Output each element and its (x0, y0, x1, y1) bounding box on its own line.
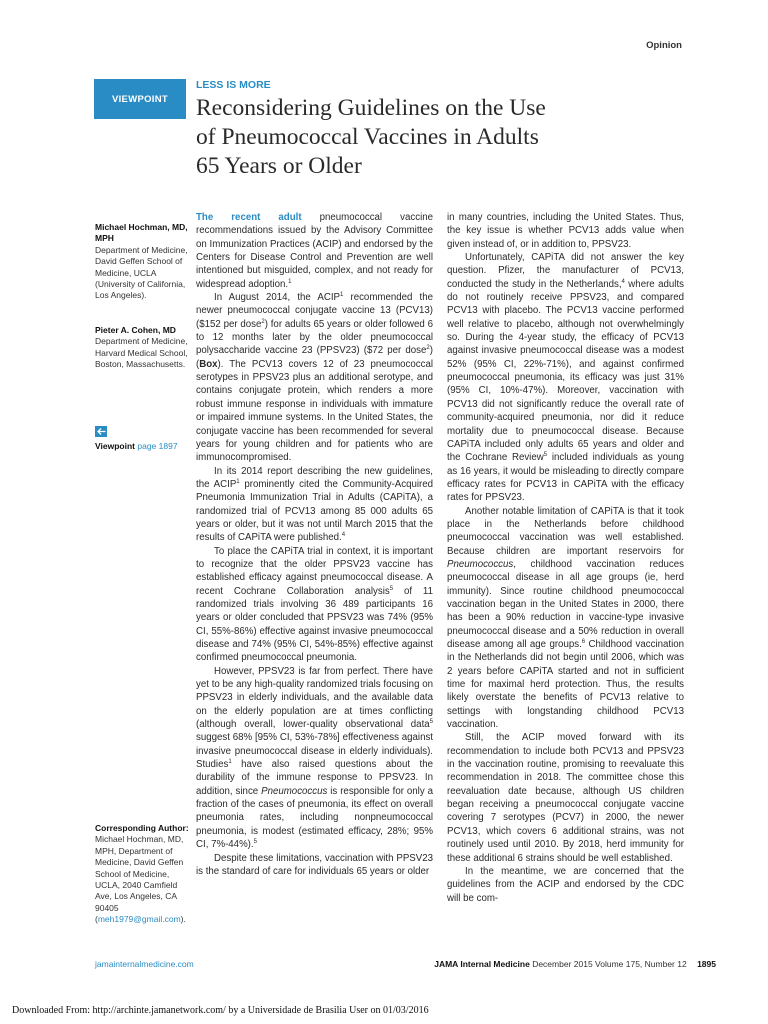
kicker-label: LESS IS MORE (196, 79, 271, 91)
author-name: Pieter A. Cohen, MD (95, 325, 176, 335)
author-name: Michael Hochman, MD, MPH (95, 222, 188, 244)
paragraph: In its 2014 report describing the new guidelines, the ACIP$^1$ prominently cited the Community-Acquired Pneumonia Immunization Trial in Adults (CAPiTA), a randomized trial of PCV13 among 85 000 adults 65 years or older, but it was not until March 2015 that the results of CAPiTA were published.$^4$ (196, 465, 434, 544)
arrow-left-icon (95, 426, 107, 437)
page-number: 1895 (697, 959, 716, 969)
paragraph: The recent adult pneumococcal vaccine recommendations issued by the Advisory Committee on Immunization Practices (ACIP) and endorsed by the Centers for Disease Control and Prevention are well intentioned but misguided, complex, and not ready for widespread adoption.$^1$ (196, 212, 433, 290)
article-title (196, 94, 646, 181)
viewpoint-tag: VIEWPOINT (94, 79, 186, 119)
author-affiliation: Department of Medicine, David Geffen School of Medicine, UCLA (University of California, Los Angeles). (95, 244, 188, 301)
paragraph: To place the CAPiTA trial in context, it is important to recognize that the older PPSV23 vaccine has established efficacy against pneumococcal disease. A recent Cochrane Collaboration analysis$^5$ of 11 randomized trials involving 36 489 participants 16 years or older concluded that PPSV23 was 74% (95% CI, 55%-86%) effective against invasive pneumococcal disease and 74% (95% CI, 54%-85%) effective against confirmed pneumococcal pneumonia. (196, 545, 433, 664)
corresponding-text: Michael Hochman, MD, MPH, Department of Medicine, David Geffen School of Medicine, UCLA, 2040 Camfield Ave, Los Angeles, CA 90405 ( (95, 834, 184, 925)
paragraph: Unfortunately, CAPiTA did not answer the key question. Pfizer, the manufacturer of PCV13, conducted the study in the Netherlands,$^4$ where adults do not routinely receive PPSV23, and compared PCV13 with placebo. The PCV13 vaccine performed well relative to placebo, although not overwhelmingly so. During the 4-year study, the efficacy of PCV13 against invasive pneumococcal disease was a modest 52% (95% CI, 22%-71%), and against confirmed pneumococcal pneumonia, its efficacy was just 31% (95% CI, 10%-47%). Moreover, vaccination with PCV13 did not significantly reduce the overall rate of community-acquired pneumonia, nor did it reduce mortality due to pneumococcal disease. Because CAPiTA included only adults 65 years and older and the Cochrane Review$^5$ included individuals as young as 16 years, it would be misleading to directly compare efficacy rates for PCV13 in CAPiTA with the efficacy rates for PPSV23. (447, 252, 685, 504)
lead-in: The recent adult (196, 212, 302, 223)
body-column-2 (447, 211, 684, 905)
title-line-3: 65 Years or Older (196, 153, 362, 179)
paragraph: Another notable limitation of CAPiTA is that it took place in the Netherlands before childhood pneumococcal vaccination was well established. Because children are important reservoirs for Pneumococcus, childhood vaccination reduces pneumococcal disease in all age groups (ie, herd immunity). Since routine childhood pneumococcal vaccination began in the United States in 2000, there has been a 90% reduction in vaccine-type invasive pneumococcal disease and a 50% reduction in overall disease among all age groups.$^6$ Childhood vaccination in the Netherlands did not begin until 2006, which was 2 years before CAPiTA started and not in sufficient time for maximal herd protection. Thus, the results likely overstate the benefits of PCV13 relative to settings with longstanding childhood PCV13 vaccination. (447, 505, 684, 731)
related-viewpoint[interactable] (95, 426, 190, 452)
body-column-1 (196, 211, 433, 878)
section-label: Opinion (646, 40, 682, 51)
paragraph: However, PPSV23 is far from perfect. There have yet to be any high-quality randomized trials focusing on PPSV23 in elderly individuals, and the available data on the elderly population are at times conflicting (although overall, lower-quality observational data$^5$ suggest 68% [95% CI, 53%-78%] effectiveness against invasive pneumococcal disease in elderly individuals). Studies$^1$ have also raised questions about the durability of the immune response to PPSV23. In addition, since Pneumococcus is responsible for only a fraction of the cases of pneumonia, its effect on overall pneumonia rates, including nonpneumococcal pneumonia, is modest (estimated efficacy, 28%; 95% CI, 7%-44%).$^5$ (196, 665, 434, 851)
author-affiliation: Department of Medicine, Harvard Medical School, Boston, Massachusetts. (95, 336, 188, 370)
corresponding-close: ). (180, 914, 186, 925)
journal-name: JAMA Internal Medicine (434, 959, 530, 969)
corresponding-author (95, 823, 190, 926)
paragraph: Despite these limitations, vaccination with PPSV23 is the standard of care for individuals 65 years or older (196, 852, 433, 877)
paragraph: In the meantime, we are concerned that the guidelines from the ACIP and endorsed by the CDC will be com- (447, 865, 684, 904)
corresponding-label: Corresponding Author: (95, 823, 189, 833)
download-notice: Downloaded From: http://archinte.jamanetwork.com/ by a Universidade de Brasilia User on 01/03/2016 (12, 1005, 429, 1016)
author-block-2 (95, 325, 190, 371)
author-block-1 (95, 222, 190, 302)
box-reference[interactable]: Box (199, 358, 218, 370)
paragraph: In August 2014, the ACIP$^1$ recommended the newer pneumococcal conjugate vaccine 13 (PCV13) ($152 per dose$^2$) for adults 65 years or older followed 6 to 12 months later by the older pneumococcal polysaccharide vaccine 23 (PPSV23) ($72 per dose$^2$) (Box). The PCV13 covers 12 of 23 pneumococcal serotypes in PPSV23 plus an additional serotype, and contains conjugate protein, which renders a more robust immune response in individuals with immature or impaired immune systems. In the United States, the conjugate vaccine has been recommended for several years for young children and for patients who are immunocompromised. (196, 291, 433, 464)
issue-info: December 2015 Volume 175, Number 12 (532, 959, 687, 969)
paragraph: in many countries, including the United States. Thus, the key issue is whether PCV13 adds value when given instead of, or in addition to, PPSV23. (447, 212, 684, 250)
email-link[interactable]: meh1979@gmail.com (97, 914, 181, 925)
title-line-1: Reconsidering Guidelines on the Use (196, 95, 546, 121)
title-line-2: of Pneumococcal Vaccines in Adults (196, 124, 539, 150)
paragraph: Still, the ACIP moved forward with its recommendation to include both PCV13 and PPSV23 in the vaccination routine, promising to reevaluate this recommendation in 2018. The committee chose this reevaluation date because, although US children began receiving a pneumococcal conjugate vaccine covering 7 serotypes (PCV7) in 2000, the newer PCV13, which covers 6 additional strains, was not routinely used until 2010. By 2018, herd immunity for these additional 6 strains should be well established. (447, 732, 684, 864)
journal-footer (434, 959, 716, 969)
related-page-link[interactable]: page 1897 (137, 441, 178, 451)
related-label: Viewpoint (95, 441, 135, 451)
journal-site-link[interactable]: jamainternalmedicine.com (95, 959, 194, 969)
